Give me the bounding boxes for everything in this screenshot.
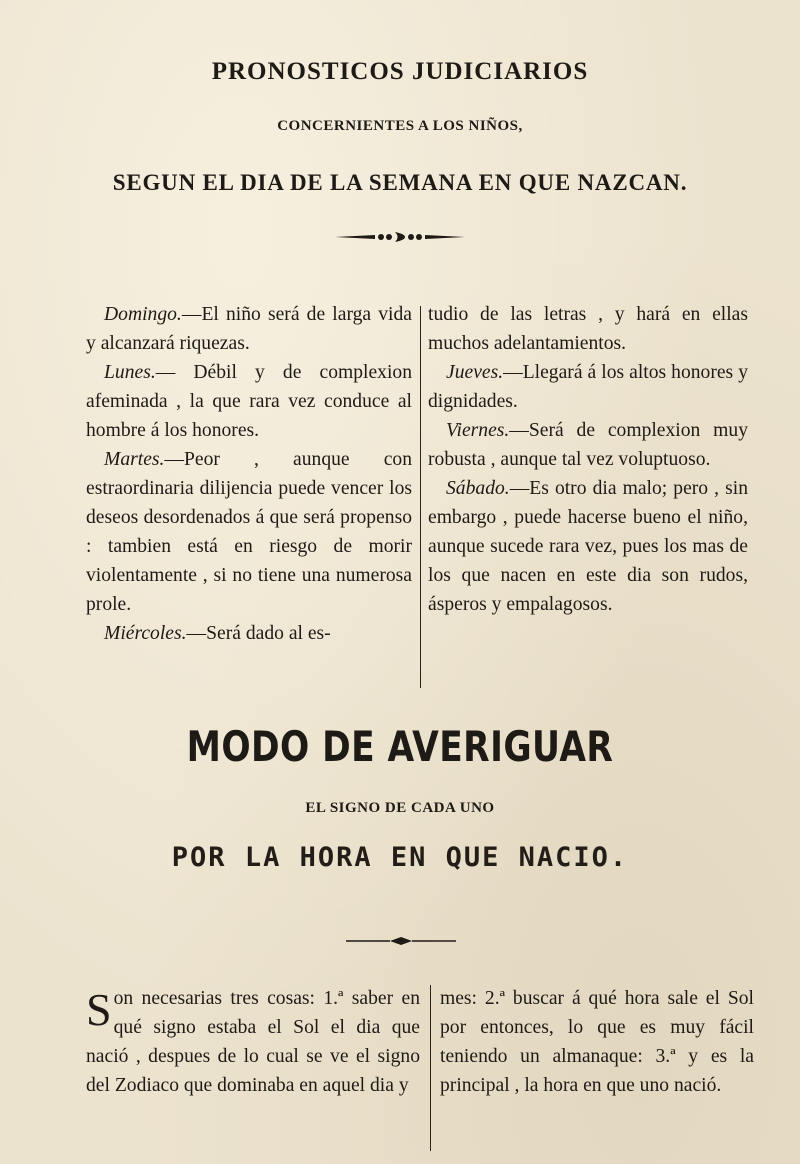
section2-subheading: EL SIGNO DE CADA UNO (305, 800, 495, 816)
section2-subheading-2: POR LA HORA EN QUE NACIO. (171, 842, 629, 873)
day-label: Jueves. (446, 362, 504, 383)
section2-paragraph-continuation (440, 984, 754, 1100)
ornament-divider-icon (335, 230, 465, 244)
column-divider (430, 985, 431, 1151)
column-divider (420, 306, 421, 688)
entry-jueves (428, 358, 748, 416)
day-label: Viernes. (446, 420, 510, 441)
entry-text: —Llegará á los altos honores y dignidades. (428, 362, 748, 412)
page-title: PRONOSTICOS JUDICIARIOS (211, 58, 589, 85)
section2-paragraph (86, 984, 420, 1100)
entry-text: —Será dado al es- (186, 623, 331, 644)
entry-text: —Es otro dia malo; pero , sin embargo , puede hacerse bueno el niño, aunque sucede rara vez, pues los mas de los que nacen en este dia son rudos, ásperos y empalagosos. (428, 478, 748, 615)
entry-text: —Peor , aunque con estraordinaria dilijencia puede vencer los deseos desordenados á que será propenso : tambien está en riesgo de morir violentamente , si no tiene una numerosa prole. (86, 449, 412, 615)
entry-continuation (428, 300, 748, 358)
entry-lunes (86, 358, 412, 445)
entry-sabado (428, 474, 748, 619)
day-label: Lunes. (104, 362, 156, 383)
section2-left-column (86, 984, 420, 1100)
entry-miercoles (86, 619, 412, 648)
entry-domingo (86, 300, 412, 358)
small-ornament-icon (346, 936, 456, 946)
section1-right-column (428, 300, 748, 619)
section2-heading: MODO DE AVERIGUAR (186, 722, 614, 771)
day-label: Martes. (104, 449, 165, 470)
entry-text: —Será de complexion muy robusta , aunque tal vez voluptuoso. (428, 420, 748, 470)
entry-text: tudio de las letras , y hará en ellas muchos adelantamientos. (428, 304, 748, 354)
page-subtitle-2: SEGUN EL DIA DE LA SEMANA EN QUE NAZCAN. (112, 170, 688, 195)
paragraph-text: on necesarias tres cosas: 1.ª saber en qué signo estaba el Sol el dia que nació , despues de lo cual se ve el signo del Zodiaco que dominaba en aquel dia y (86, 988, 420, 1096)
entry-martes (86, 445, 412, 619)
entry-viernes (428, 416, 748, 474)
entry-text: —El niño será de larga vida y alcanzará riquezas. (86, 304, 412, 354)
entry-text: — Débil y de complexion afeminada , la que rara vez conduce al hombre á los honores. (86, 362, 412, 441)
day-label: Sábado. (446, 478, 510, 499)
section2-right-column (440, 984, 754, 1100)
paragraph-text: mes: 2.ª buscar á qué hora sale el Sol por entonces, lo que es muy fácil teniendo un almanaque: 3.ª y es la principal , la hora en que uno nació. (440, 988, 754, 1096)
day-label: Domingo. (104, 304, 182, 325)
day-label: Miércoles. (104, 623, 187, 644)
section1-left-column (86, 300, 412, 648)
drop-cap: S (86, 984, 112, 1035)
page-subtitle: CONCERNIENTES A LOS NIÑOS, (277, 118, 523, 134)
